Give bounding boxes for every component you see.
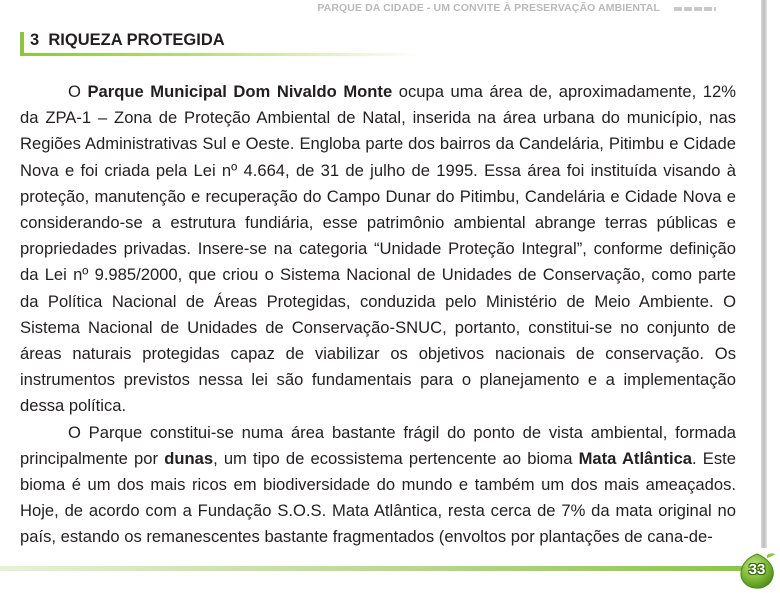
paragraph-1-segment: ocupa uma área de, aproximadamente, 12% da ZPA-1 – Zona de Proteção Ambiental de Natal, inserida na área urbana do município, nas Regiões Administrativas Sul e Oeste. Engloba parte dos bairros da Candelária, Pitimbu e Cidade Nova e foi criada pela Lei nº 4.664, de 31 de julho de 1995. Essa área foi instituída visando à proteção, manutenção e recuperação do Campo Dunar do Pitimbu, Candelária e Cidade Nova e considerando-se a estrutura fundiária, esse patrimônio ambiental abrange terras públicas e propriedades privadas. Insere-se na categoria “Unidade Proteção Integral”, conforme definição da Lei nº 9.985/2000, que criou o Sistema Nacional de Unidades de Conservação, como parte da Política Nacional de Áreas Protegidas, conduzida pelo Ministério de Meio Ambiente. O Sistema Nacional de Unidades de Conservação-SNUC, portanto, constitui-se no conjunto de áreas naturais protegidas capaz de viabilizar os objetivos nacionais de conservação. Os instrumentos previstos nessa lei são fundamentais para o planejamento e a implementação dessa política. <box>20 82 737 416</box>
section-title-text: RIQUEZA PROTEGIDA <box>48 31 225 49</box>
paragraph-2 <box>20 420 736 551</box>
paragraph-2-segment: , um tipo de ecossistema pertencente ao bioma <box>213 448 579 468</box>
running-header-title: PARQUE DA CIDADE - UM CONVITE À PRESERVAÇÃO AMBIENTAL <box>317 2 660 14</box>
paragraph-1-segment: O <box>68 82 88 101</box>
section-heading-underline <box>20 53 420 56</box>
paragraph-2-segment: O Parque constitui-se numa área bastante frágil do ponto de vista ambiental, formada principalmente por <box>20 422 736 468</box>
paragraph-2-segment: . Este bioma é um dos mais ricos em biodiversidade do mundo e também um dos mais ameaçados. Hoje, de acordo com a Fundação S.O.S. Mata Atlântica, resta cerca de 7% da mata original no país, estando os remanescentes bastante fragmentados (envoltos por plantações de cana-de- <box>20 448 736 547</box>
paragraph-1-bold-park-name: Parque Municipal Dom Nivaldo Monte <box>87 82 393 101</box>
paragraph-1 <box>20 79 736 420</box>
right-margin-rule <box>761 0 767 548</box>
section-heading-bar <box>20 32 24 54</box>
page-number: 33 <box>748 561 766 578</box>
footer-green-line <box>0 566 745 571</box>
body-text <box>20 79 736 551</box>
section-number: 3 <box>30 31 40 49</box>
paragraph-2-bold-dunas: dunas <box>164 448 214 468</box>
header-dash-ornament <box>674 7 716 11</box>
paragraph-2-bold-mata-atlantica: Mata Atlântica <box>578 448 693 468</box>
section-heading-title <box>30 31 225 50</box>
